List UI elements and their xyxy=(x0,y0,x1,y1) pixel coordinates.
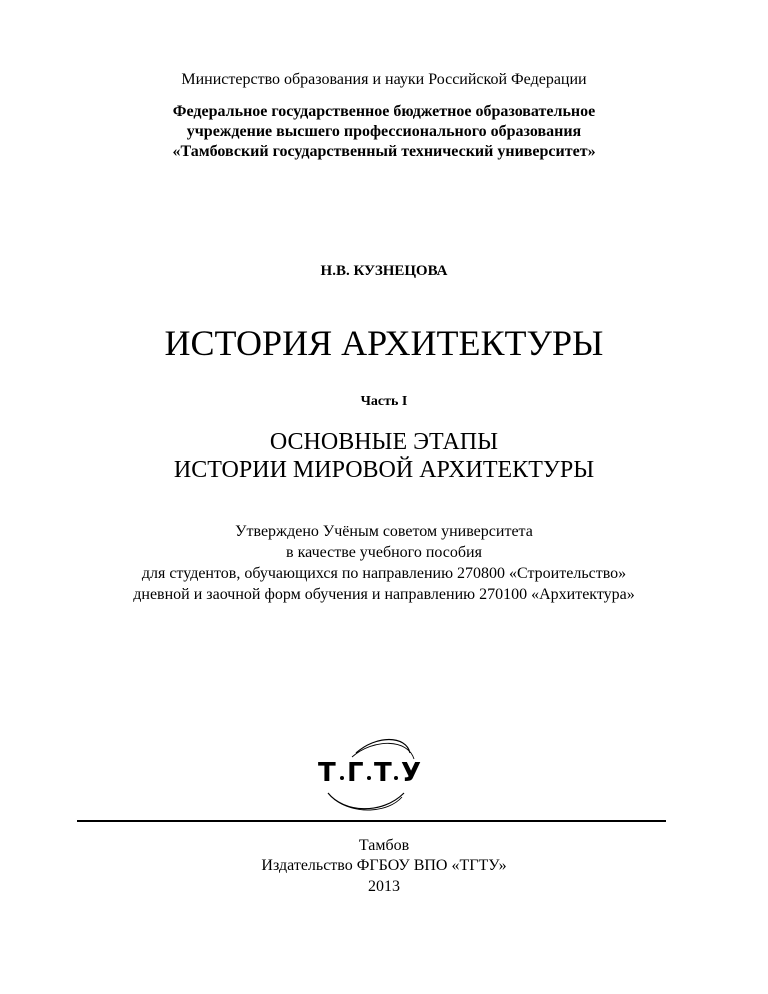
author-name: Н.В. КУЗНЕЦОВА xyxy=(320,263,448,279)
publication-year: 2013 xyxy=(368,878,400,895)
publication-city: Тамбов xyxy=(358,837,410,854)
university-logo-icon xyxy=(304,735,432,815)
institution-line-3: «Тамбовский государственный технический университет» xyxy=(172,143,596,160)
institution-line-1: Федеральное государственное бюджетное образовательное xyxy=(172,103,596,120)
svg-text:Т: Т xyxy=(318,758,336,788)
subtitle-line-2: ИСТОРИИ МИРОВОЙ АРХИТЕКТУРЫ xyxy=(173,457,595,483)
ministry-name: Министерство образования и науки Российской Федерации xyxy=(181,71,587,88)
svg-text:У: У xyxy=(401,758,422,788)
approval-line-2: в качестве учебного пособия xyxy=(286,544,482,561)
book-title: ИСТОРИЯ АРХИТЕКТУРЫ xyxy=(164,323,604,363)
approval-line-4: дневной и заочной форм обучения и направлению 270100 «Архитектура» xyxy=(133,586,635,603)
approval-line-1: Утверждено Учёным советом университета xyxy=(235,523,533,540)
svg-text:Т: Т xyxy=(374,758,392,788)
svg-text:Г: Г xyxy=(347,758,364,788)
footer-divider xyxy=(77,820,666,822)
institution-line-2: учреждение высшего профессионального образования xyxy=(186,123,582,140)
part-label: Часть I xyxy=(360,394,408,409)
subtitle-line-1: ОСНОВНЫЕ ЭТАПЫ xyxy=(269,429,499,455)
approval-line-3: для студентов, обучающихся по направлению 270800 «Строительство» xyxy=(141,565,627,582)
publisher-name: Издательство ФГБОУ ВПО «ТГТУ» xyxy=(261,857,507,874)
